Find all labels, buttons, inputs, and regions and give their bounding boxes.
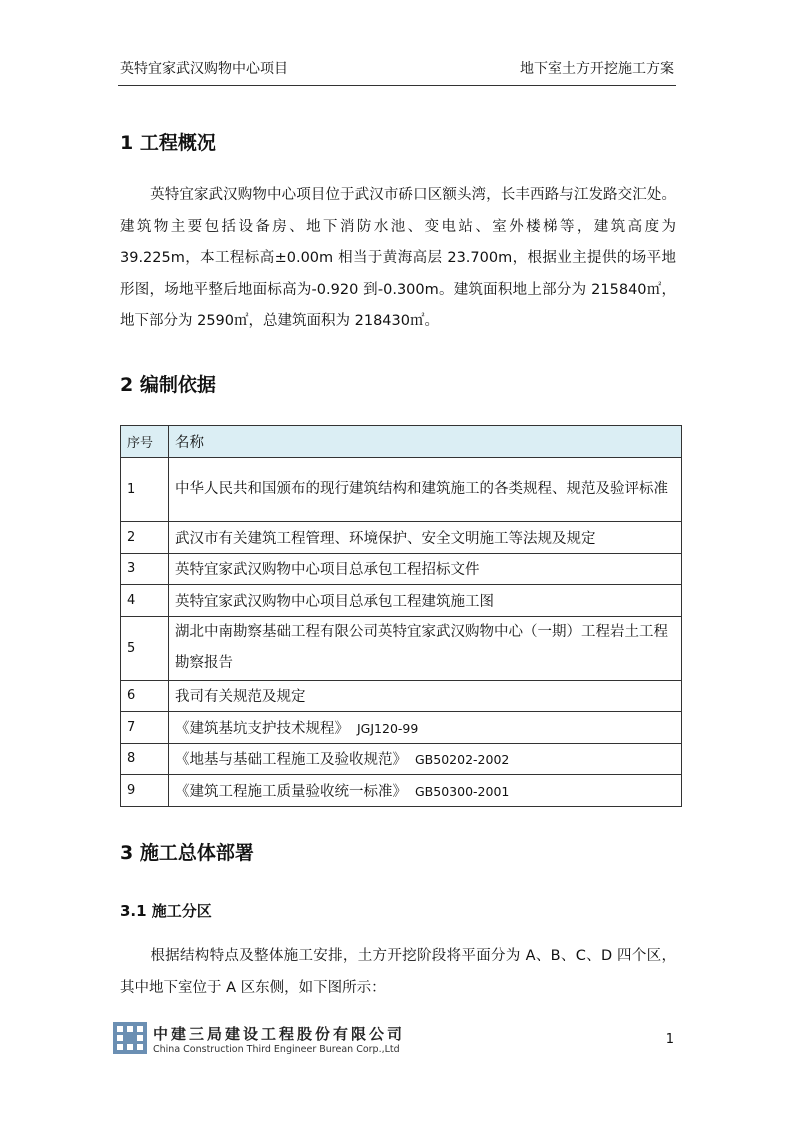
table-row — [121, 522, 682, 554]
row-no: 8 — [121, 743, 169, 775]
table-row — [121, 712, 682, 744]
footer-company-cn: 中建三局建设工程股份有限公司 — [153, 1025, 406, 1043]
basis-table — [120, 425, 682, 807]
row-name-cell — [169, 775, 682, 807]
row-no: 2 — [121, 522, 169, 554]
row-code: GB50202-2002 — [415, 752, 510, 768]
row-name: 《建筑工程施工质量验收统一标准》 — [175, 783, 407, 800]
row-code: GB50300-2001 — [415, 783, 510, 799]
company-logo-icon — [113, 1022, 147, 1054]
table-row — [121, 680, 682, 712]
header-cell-no: 序号 — [121, 426, 169, 458]
table-row — [121, 553, 682, 585]
row-no: 5 — [121, 616, 169, 680]
row-no: 7 — [121, 712, 169, 744]
footer-company-en: China Construction Third Engineer Burean Corp.,Ltd — [153, 1044, 400, 1055]
header-project-name: 英特宜家武汉购物中心项目 — [120, 61, 288, 77]
section-2-title: 2 编制依据 — [120, 374, 216, 396]
section-3-1-paragraph — [120, 941, 676, 1004]
row-name-cell — [169, 743, 682, 775]
row-no: 6 — [121, 680, 169, 712]
table-row — [121, 743, 682, 775]
header-document-title: 地下室土方开挖施工方案 — [520, 61, 674, 77]
table-header-row — [121, 426, 682, 458]
row-name: 武汉市有关建筑工程管理、环境保护、安全文明施工等法规及规定 — [169, 522, 682, 554]
row-name-cell — [169, 712, 682, 744]
section-1-text: 英特宜家武汉购物中心项目位于武汉市硚口区额头湾，长丰西路与江发路交汇处。建筑物主要包括设备房、地下消防水池、变电站、室外楼梯等，建筑高度为 39.225m，本工程标高±0.00m 相当于黄海高层 23.700m，根据业主提供的场平地形图，场地平整后地面标高为-0.920 到-0.300m。建筑面积地上部分为 215840㎡，地下部分为 2590㎡，总建筑面积为 218430㎡。 — [120, 187, 676, 329]
row-no: 4 — [121, 585, 169, 617]
table-row — [121, 585, 682, 617]
row-name: 《地基与基础工程施工及验收规范》 — [175, 752, 407, 769]
row-name: 中华人民共和国颁布的现行建筑结构和建筑施工的各类规程、规范及验评标准 — [169, 458, 682, 522]
row-name: 湖北中南勘察基础工程有限公司英特宜家武汉购物中心（一期）工程岩土工程勘察报告 — [169, 616, 682, 680]
table-row — [121, 616, 682, 680]
row-no: 1 — [121, 458, 169, 522]
section-1-paragraph — [120, 180, 676, 338]
table-row — [121, 458, 682, 522]
header-cell-name: 名称 — [169, 426, 682, 458]
page-header — [118, 56, 676, 86]
row-name: 英特宜家武汉购物中心项目总承包工程招标文件 — [169, 553, 682, 585]
row-code: JGJ120-99 — [357, 720, 419, 736]
row-name: 英特宜家武汉购物中心项目总承包工程建筑施工图 — [169, 585, 682, 617]
page-number: 1 — [665, 1032, 674, 1047]
section-3-title: 3 施工总体部署 — [120, 842, 254, 864]
table-row — [121, 775, 682, 807]
row-name: 《建筑基坑支护技术规程》 — [175, 720, 349, 737]
section-3-1-text: 根据结构特点及整体施工安排，土方开挖阶段将平面分为 A、B、C、D 四个区，其中地下室位于 A 区东侧，如下图所示： — [120, 948, 676, 996]
section-3-1-title: 3.1 施工分区 — [120, 902, 212, 920]
row-name: 我司有关规范及规定 — [169, 680, 682, 712]
row-no: 3 — [121, 553, 169, 585]
row-no: 9 — [121, 775, 169, 807]
section-1-title: 1 工程概况 — [120, 132, 216, 154]
